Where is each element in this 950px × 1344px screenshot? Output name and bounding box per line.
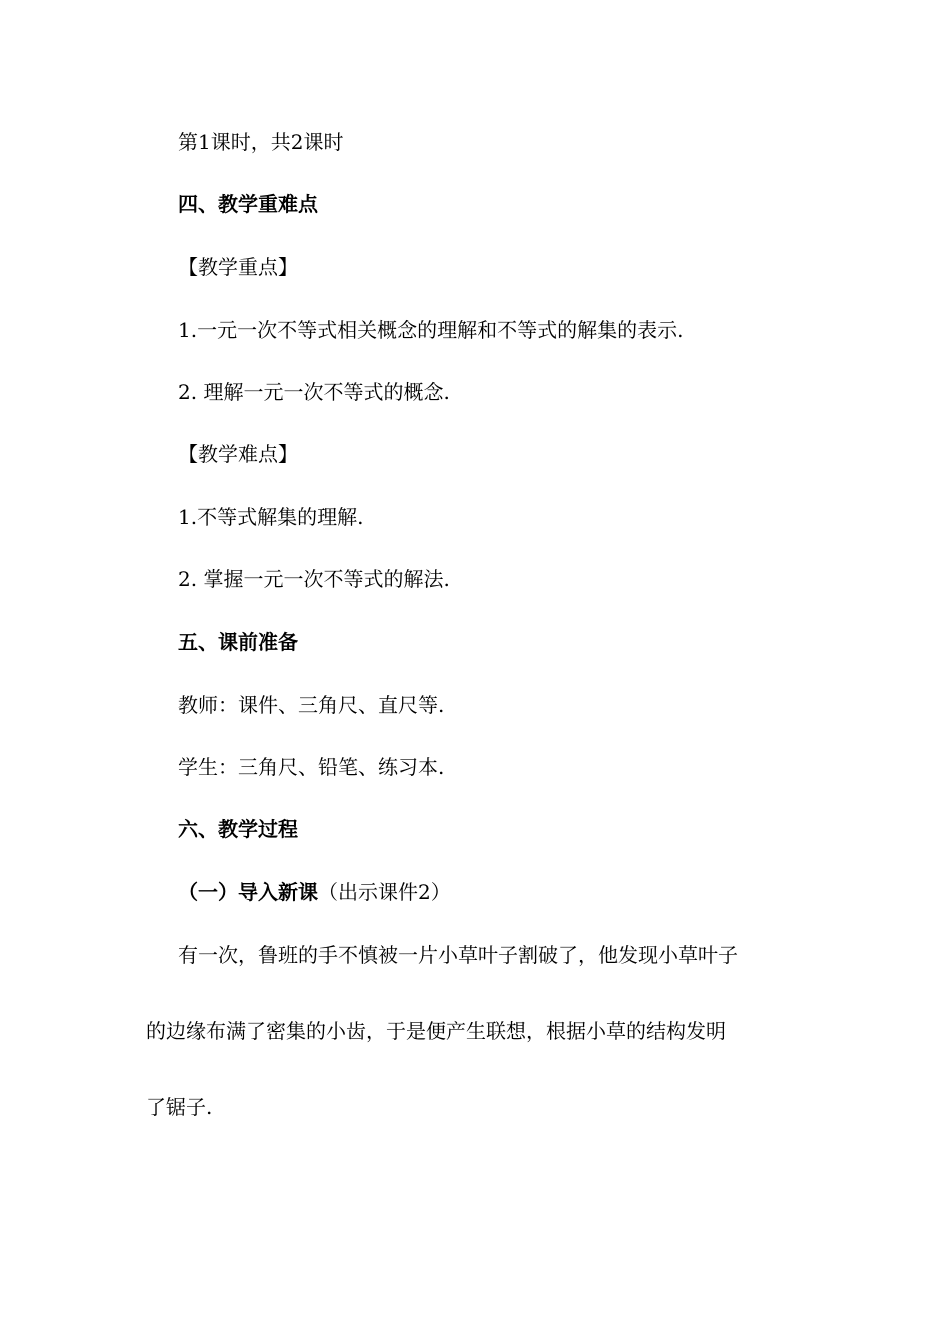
subheading-introduction-note: （出示课件2）	[318, 880, 451, 904]
key-point-item-2: 2. 理解一元一次不等式的概念.	[178, 380, 450, 404]
subheading-introduction	[178, 878, 451, 906]
story-line-2: 的边缘布满了密集的小齿，于是便产生联想，根据小草的结构发明	[146, 1019, 726, 1043]
story-line-1: 有一次，鲁班的手不慎被一片小草叶子割破了，他发现小草叶子	[178, 943, 738, 967]
section-heading-preparation: 五、课前准备	[178, 630, 298, 654]
key-points-label: 【教学重点】	[178, 255, 298, 279]
difficult-point-item-2: 2. 掌握一元一次不等式的解法.	[178, 567, 450, 591]
student-materials: 学生：三角尺、铅笔、练习本.	[178, 755, 445, 779]
section-heading-key-difficult-points: 四、教学重难点	[178, 192, 318, 216]
section-heading-process: 六、教学过程	[178, 817, 298, 841]
story-line-3: 了锯子.	[146, 1095, 213, 1119]
lesson-period: 第1课时，共2课时	[178, 130, 344, 154]
key-point-item-1: 1.一元一次不等式相关概念的理解和不等式的解集的表示.	[178, 318, 684, 342]
subheading-introduction-title: （一）导入新课	[178, 880, 318, 904]
teacher-materials: 教师：课件、三角尺、直尺等.	[178, 693, 445, 717]
difficult-point-item-1: 1.不等式解集的理解.	[178, 505, 364, 529]
difficult-points-label: 【教学难点】	[178, 442, 298, 466]
